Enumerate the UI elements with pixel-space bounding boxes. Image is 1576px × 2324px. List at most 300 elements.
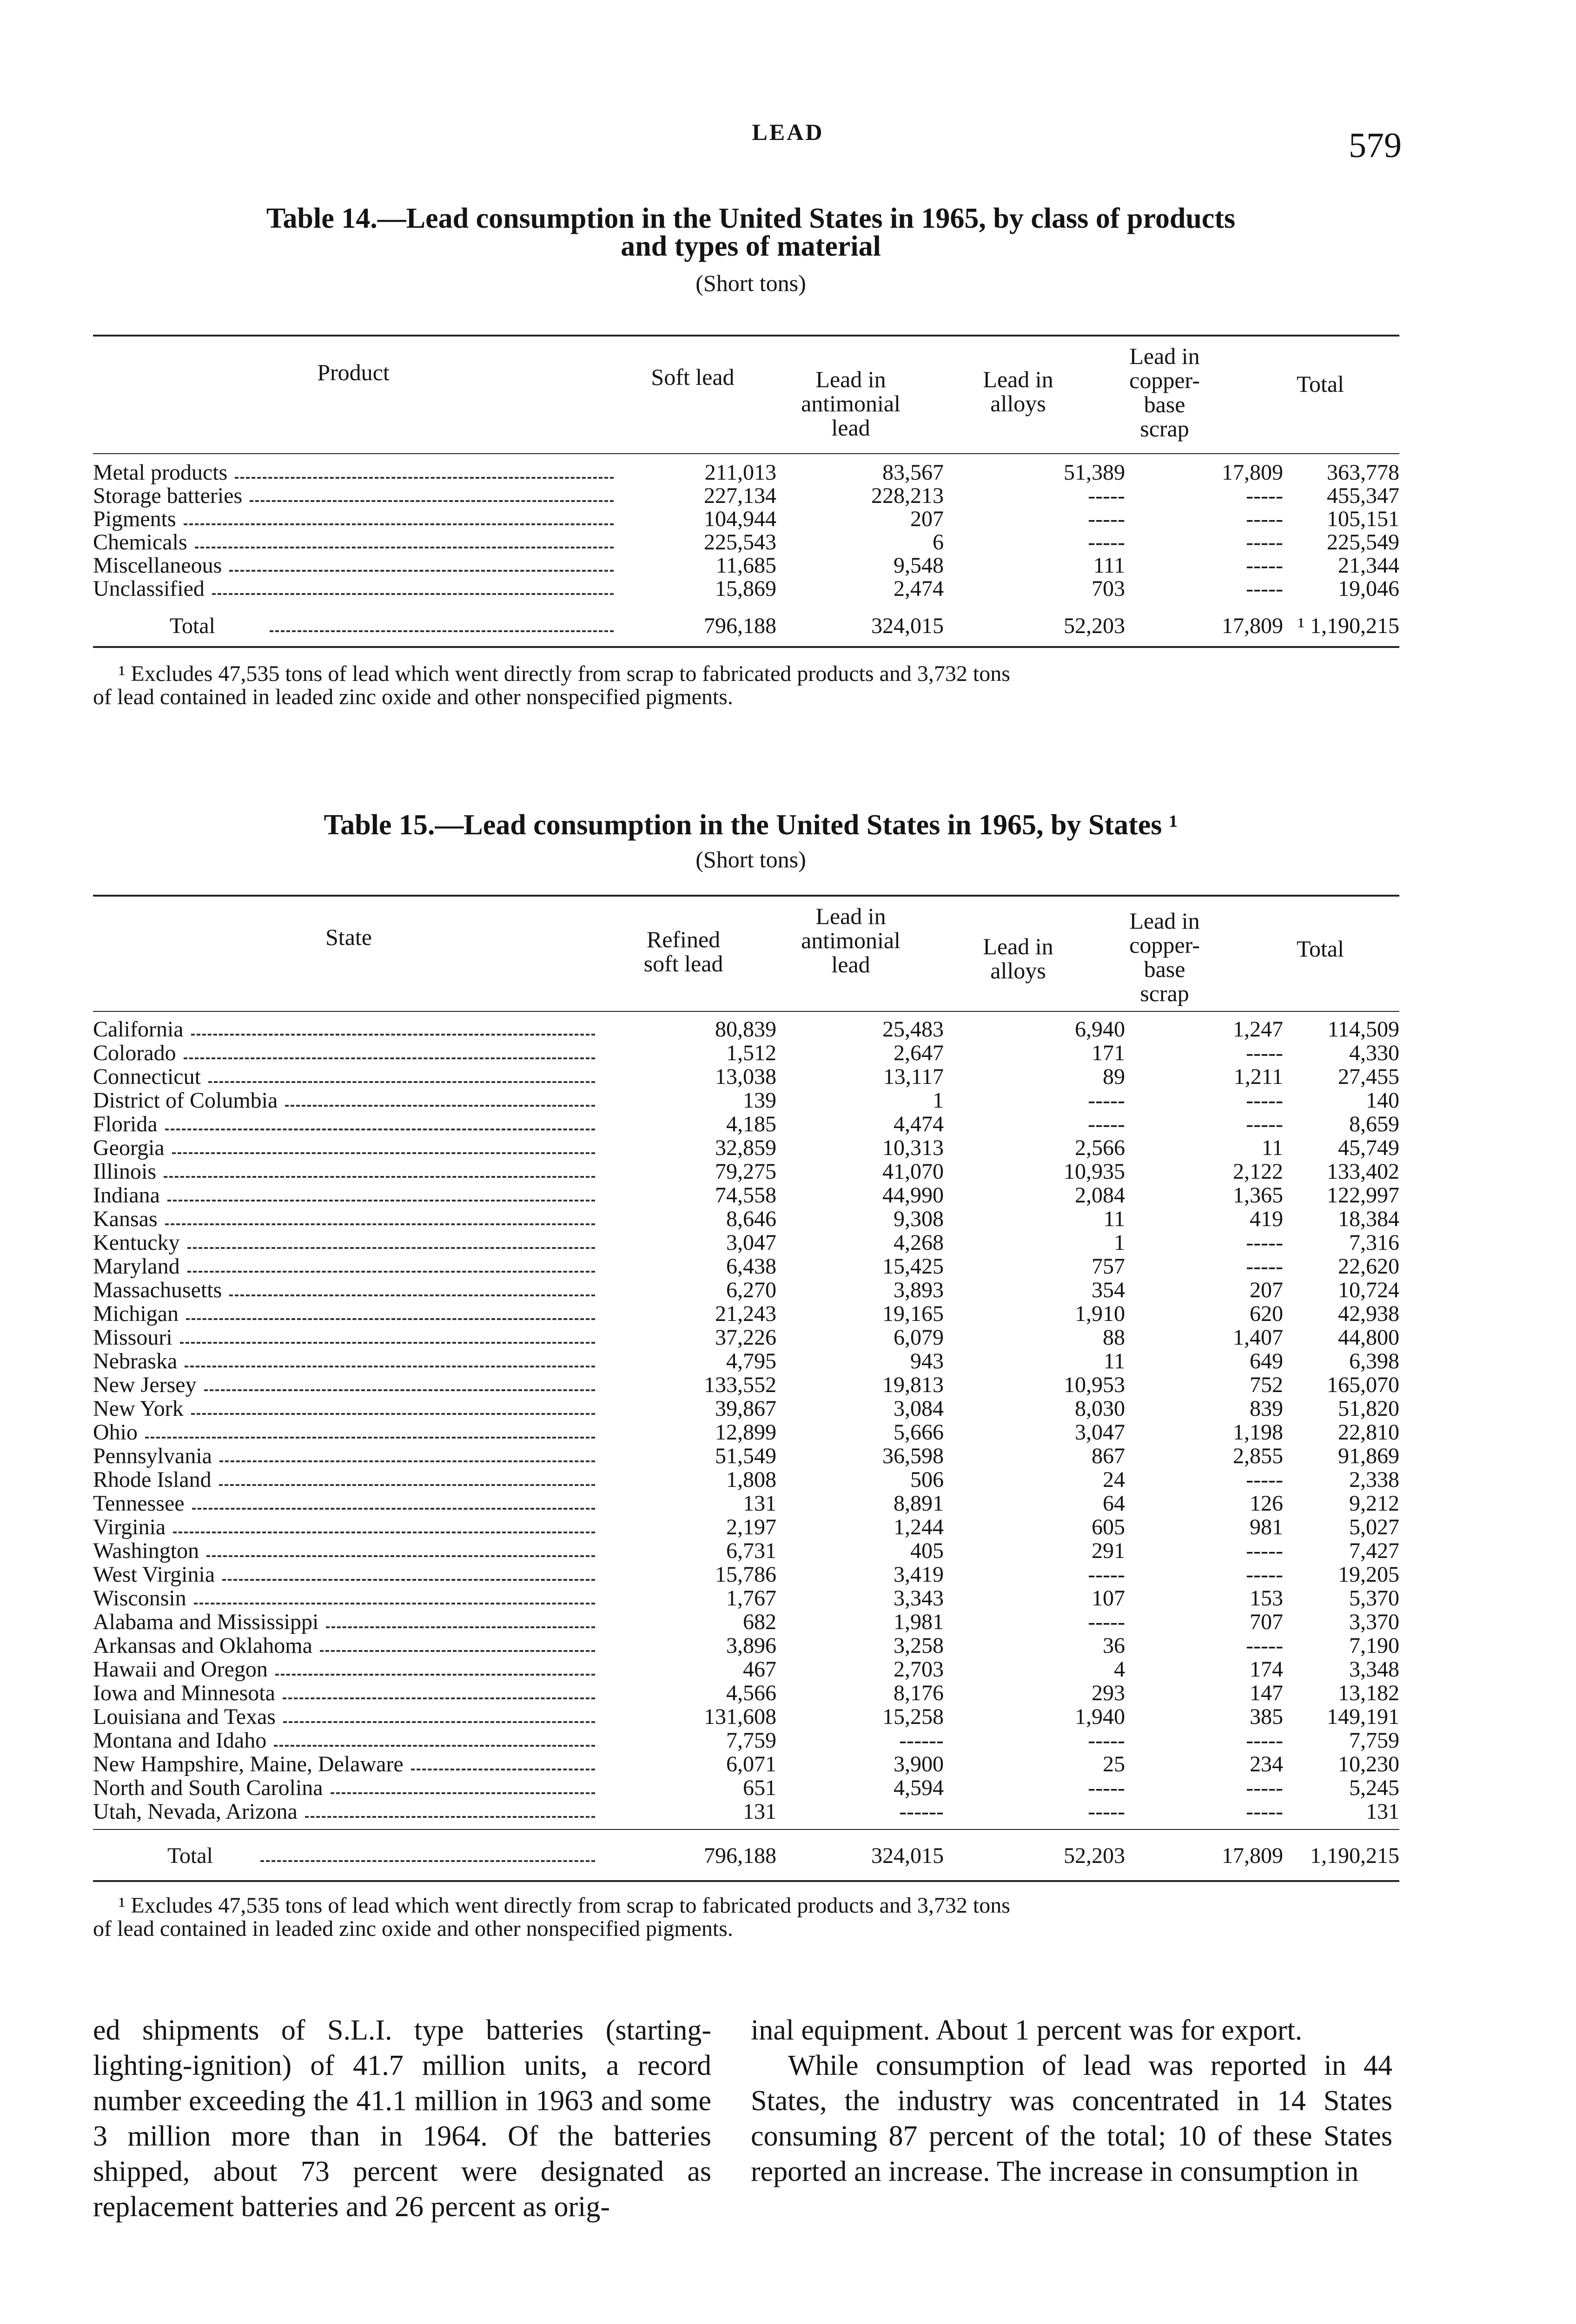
cell-refined: 15,786 (715, 1562, 776, 1587)
cell-copper: 981 (1250, 1515, 1283, 1539)
cell-alloys: 11 (1103, 1207, 1125, 1231)
table-15-bottom-rule (93, 1880, 1399, 1882)
cell-alloys: 1 (1114, 1230, 1125, 1255)
table-14-bottom-rule (93, 646, 1399, 648)
row-label: Ohio (93, 1420, 138, 1445)
cell-total: 51,820 (1338, 1396, 1399, 1421)
cell-copper: 385 (1250, 1704, 1283, 1729)
cell-alloys: 6,940 (1075, 1017, 1125, 1042)
cell-copper: 126 (1250, 1491, 1283, 1516)
dot-leader (331, 1792, 595, 1794)
table-row (93, 1373, 1399, 1397)
table-15-title: Table 15.—Lead consumption in the United States in 1965, by States ¹ (324, 809, 1178, 841)
table-14-footnote-line-2: of lead contained in leaded zinc oxide and other nonspecified pigments. (93, 685, 733, 709)
cell-total: 165,070 (1327, 1373, 1399, 1397)
cell-alloys: 2,084 (1075, 1183, 1125, 1208)
table-row (93, 484, 1399, 508)
cell-copper: 17,809 (1222, 460, 1283, 485)
row-label: Wisconsin (93, 1586, 186, 1611)
cell-refined: 467 (743, 1657, 776, 1682)
cell-refined: 131 (743, 1491, 776, 1516)
cell-total: 133,402 (1327, 1159, 1399, 1184)
cell-alloys: 757 (1092, 1254, 1125, 1279)
header-line: Lead in (1129, 343, 1200, 369)
cell-alloys: 64 (1103, 1491, 1125, 1516)
table-15-footnote-line-2: of lead contained in leaded zinc oxide and other nonspecified pigments. (93, 1916, 733, 1941)
dot-leader (184, 1057, 595, 1059)
cell-total: 10,724 (1338, 1278, 1399, 1302)
cell-copper: 11 (1261, 1136, 1283, 1160)
row-label: Storage batteries (93, 483, 243, 508)
cell-total: 44,800 (1338, 1325, 1399, 1350)
body-column-right (751, 2013, 1392, 2189)
row-label: Total (167, 1843, 213, 1868)
cell-antimonial: 15,258 (882, 1704, 944, 1729)
cell-antimonial: 324,015 (871, 1843, 944, 1868)
cell-copper: 2,122 (1233, 1159, 1283, 1184)
dot-leader (411, 1769, 595, 1770)
cell-antimonial: 4,474 (894, 1112, 944, 1136)
row-label: Colorado (93, 1041, 176, 1065)
cell-antimonial: 405 (910, 1538, 944, 1563)
row-label: Arkansas and Oklahoma (93, 1633, 312, 1658)
header-line: base (1144, 391, 1185, 417)
dot-leader (187, 1271, 595, 1273)
cell-copper: 207 (1250, 1278, 1283, 1302)
table-15-header-alloys (948, 934, 1088, 983)
table-row (93, 1160, 1399, 1183)
table-14-header-total: Total (1296, 371, 1344, 397)
dot-leader (192, 1508, 595, 1510)
row-label: Hawaii and Oregon (93, 1657, 268, 1682)
cell-total: 3,348 (1349, 1657, 1399, 1682)
dot-leader (185, 1366, 595, 1367)
cell-refined: 4,795 (726, 1349, 776, 1373)
cell-alloys: 52,203 (1064, 614, 1125, 638)
table-row (93, 1421, 1399, 1444)
cell-soft: 225,543 (704, 530, 776, 555)
dot-leader (229, 570, 614, 572)
cell-copper: 17,809 (1222, 1843, 1283, 1868)
cell-refined: 3,047 (726, 1230, 776, 1255)
table-15-total-rule (93, 1829, 1399, 1830)
cell-alloys: ----- (1088, 483, 1125, 508)
cell-copper: ----- (1246, 1041, 1283, 1065)
table-15-header-total: Total (1296, 936, 1344, 962)
cell-antimonial: 4,594 (894, 1776, 944, 1800)
dot-leader (235, 477, 614, 479)
cell-alloys: 89 (1103, 1064, 1125, 1089)
header-line: Lead in (815, 903, 886, 929)
cell-antimonial: 1 (933, 1088, 944, 1113)
row-label: Total (170, 614, 215, 638)
cell-soft: 104,944 (704, 507, 776, 531)
row-label: Georgia (93, 1136, 165, 1160)
dot-leader (229, 1294, 595, 1296)
cell-antimonial: 1,244 (894, 1515, 944, 1539)
table-14-header-copper (1088, 344, 1241, 441)
cell-copper: 620 (1250, 1301, 1283, 1326)
cell-total: 45,749 (1338, 1136, 1399, 1160)
cell-copper: ----- (1246, 1088, 1283, 1113)
cell-total: 5,245 (1349, 1776, 1399, 1800)
cell-refined: 7,759 (726, 1728, 776, 1753)
cell-copper: ----- (1246, 507, 1283, 531)
table-row (93, 1065, 1399, 1089)
cell-alloys: 4 (1114, 1657, 1125, 1682)
cell-antimonial: 6,079 (894, 1325, 944, 1350)
cell-copper: 234 (1250, 1752, 1283, 1776)
cell-copper: 1,247 (1233, 1017, 1283, 1042)
header-line: copper- (1129, 932, 1200, 958)
table-15-unit: (Short tons) (695, 846, 806, 872)
cell-antimonial: 324,015 (871, 614, 944, 638)
cell-alloys: 1,910 (1075, 1301, 1125, 1326)
cell-total: ¹ 1,190,215 (1298, 614, 1399, 638)
cell-copper: ----- (1246, 1776, 1283, 1800)
cell-total: 6,398 (1349, 1349, 1399, 1373)
table-14-header-product: Product (317, 359, 390, 385)
row-label: Kansas (93, 1207, 158, 1231)
cell-antimonial: 3,343 (894, 1586, 944, 1611)
row-label: Alabama and Mississippi (93, 1610, 319, 1634)
table-row (93, 1587, 1399, 1610)
cell-total: 13,182 (1338, 1681, 1399, 1705)
dot-leader (275, 1674, 595, 1676)
cell-alloys: ----- (1088, 1112, 1125, 1136)
cell-total: 149,191 (1327, 1704, 1399, 1729)
cell-refined: 32,859 (715, 1136, 776, 1160)
dot-leader (165, 1223, 595, 1225)
cell-total: 140 (1366, 1088, 1399, 1113)
cell-refined: 682 (743, 1610, 776, 1634)
row-label: Michigan (93, 1301, 179, 1326)
cell-antimonial: 36,598 (882, 1444, 944, 1468)
running-head: LEAD (752, 119, 824, 145)
header-line: soft lead (643, 951, 723, 977)
cell-antimonial: 8,891 (894, 1491, 944, 1516)
cell-antimonial: 9,548 (894, 553, 944, 578)
cell-alloys: 52,203 (1064, 1843, 1125, 1868)
table-row (93, 1042, 1399, 1065)
table-14-footnote-line-1: ¹ Excludes 47,535 tons of lead which went directly from scrap to fabricated products and 3,732 tons (119, 661, 1010, 686)
table-row (93, 1255, 1399, 1278)
cell-total: 122,997 (1327, 1183, 1399, 1208)
header-line: alloys (990, 957, 1046, 984)
row-label: Rhode Island (93, 1467, 212, 1492)
cell-total: 225,549 (1327, 530, 1399, 555)
header-line: scrap (1140, 980, 1189, 1006)
table-14-unit: (Short tons) (695, 270, 806, 296)
dot-leader (326, 1626, 595, 1628)
row-label: Florida (93, 1112, 158, 1136)
cell-refined: 6,071 (726, 1752, 776, 1776)
cell-antimonial: 2,703 (894, 1657, 944, 1682)
cell-total: 7,759 (1349, 1728, 1399, 1753)
cell-antimonial: 9,308 (894, 1207, 944, 1231)
cell-total: 27,455 (1338, 1064, 1399, 1089)
table-row (93, 1705, 1399, 1729)
dot-leader (270, 630, 614, 632)
cell-refined: 4,566 (726, 1681, 776, 1705)
cell-copper: 419 (1250, 1207, 1283, 1231)
cell-refined: 2,197 (726, 1515, 776, 1539)
dot-leader (260, 1860, 595, 1862)
cell-refined: 80,839 (715, 1017, 776, 1042)
header-line: lead (831, 951, 870, 977)
cell-antimonial: ------ (899, 1799, 944, 1824)
row-label: Miscellaneous (93, 553, 222, 578)
table-15-header-antimonial (758, 904, 944, 977)
dot-leader (206, 1555, 595, 1557)
cell-refined: 51,549 (715, 1444, 776, 1468)
table-14-title-line-1: Table 14.—Lead consumption in the United States in 1965, by class of products (266, 203, 1236, 234)
cell-alloys: 107 (1092, 1586, 1125, 1611)
cell-copper: ----- (1246, 483, 1283, 508)
cell-soft: 796,188 (704, 614, 776, 638)
cell-total: 10,230 (1338, 1752, 1399, 1776)
dot-leader (283, 1697, 595, 1699)
table-row (93, 1326, 1399, 1349)
cell-alloys: 51,389 (1064, 460, 1125, 485)
header-line: alloys (990, 390, 1046, 416)
cell-copper: 649 (1250, 1349, 1283, 1373)
header-line: Lead in (983, 933, 1053, 959)
dot-leader (186, 1318, 595, 1320)
cell-copper: ----- (1246, 1112, 1283, 1136)
cell-copper: 17,809 (1222, 614, 1283, 638)
cell-refined: 4,185 (726, 1112, 776, 1136)
table-15-footnote-line-1: ¹ Excludes 47,535 tons of lead which went directly from scrap to fabricated products and 3,732 tons (119, 1893, 1010, 1918)
row-label: Virginia (93, 1515, 166, 1539)
cell-refined: 1,808 (726, 1467, 776, 1492)
cell-antimonial: 10,313 (882, 1136, 944, 1160)
table-row (93, 1776, 1399, 1800)
dot-leader (320, 1650, 595, 1652)
row-label: North and South Carolina (93, 1776, 323, 1800)
table-row (93, 1634, 1399, 1657)
dot-leader (191, 1034, 595, 1036)
cell-antimonial: 15,425 (882, 1254, 944, 1279)
cell-alloys: 867 (1092, 1444, 1125, 1468)
cell-soft: 211,013 (704, 460, 776, 485)
row-label: Pennsylvania (93, 1444, 212, 1468)
cell-refined: 6,731 (726, 1538, 776, 1563)
cell-alloys: 25 (1103, 1752, 1125, 1776)
row-label: Pigments (93, 507, 176, 531)
cell-copper: ----- (1246, 1467, 1283, 1492)
cell-alloys: 354 (1092, 1278, 1125, 1302)
dot-leader (274, 1745, 595, 1747)
cell-total: 5,370 (1349, 1586, 1399, 1611)
cell-alloys: 11 (1103, 1349, 1125, 1373)
table-row (93, 1800, 1399, 1823)
cell-soft: 11,685 (715, 553, 776, 578)
cell-total: 4,330 (1349, 1041, 1399, 1065)
cell-refined: 139 (743, 1088, 776, 1113)
table-row (93, 1682, 1399, 1705)
dot-leader (173, 1532, 595, 1533)
table-row (93, 1729, 1399, 1752)
row-label: Maryland (93, 1254, 180, 1279)
cell-refined: 1,512 (726, 1041, 776, 1065)
header-line: Lead in (815, 366, 886, 392)
dot-leader (219, 1484, 595, 1486)
table-15-header-rule (93, 1011, 1399, 1012)
header-line: antimonial (801, 927, 901, 953)
cell-alloys: 293 (1092, 1681, 1125, 1705)
cell-total: 91,869 (1338, 1444, 1399, 1468)
row-label: Utah, Nevada, Arizona (93, 1799, 298, 1824)
dot-leader (145, 1437, 595, 1439)
cell-refined: 37,226 (715, 1325, 776, 1350)
cell-copper: ----- (1246, 1254, 1283, 1279)
row-label: Chemicals (93, 530, 187, 555)
cell-alloys: 1,940 (1075, 1704, 1125, 1729)
cell-refined: 796,188 (704, 1843, 776, 1868)
cell-copper: 707 (1250, 1610, 1283, 1634)
dot-leader (164, 1176, 595, 1178)
table-row (93, 1516, 1399, 1539)
cell-copper: 2,855 (1233, 1444, 1283, 1468)
cell-total: 3,370 (1349, 1610, 1399, 1634)
cell-refined: 1,767 (726, 1586, 776, 1611)
cell-total: 7,190 (1349, 1633, 1399, 1658)
table-row (93, 461, 1399, 484)
table-14-header-soft-lead: Soft lead (651, 364, 735, 390)
header-line: Lead in (983, 366, 1053, 392)
table-row (93, 1018, 1399, 1041)
header-line: scrap (1140, 416, 1189, 442)
cell-refined: 6,438 (726, 1254, 776, 1279)
row-label: Illinois (93, 1159, 157, 1184)
cell-antimonial: ------ (899, 1728, 944, 1753)
cell-copper: 839 (1250, 1396, 1283, 1421)
dot-leader (172, 1152, 595, 1154)
cell-copper: ----- (1246, 576, 1283, 601)
cell-antimonial: 8,176 (894, 1681, 944, 1705)
row-label: Washington (93, 1538, 199, 1563)
dot-leader (283, 1721, 595, 1723)
cell-refined: 6,270 (726, 1278, 776, 1302)
cell-alloys: 703 (1092, 576, 1125, 601)
header-line: base (1144, 956, 1185, 982)
cell-refined: 13,038 (715, 1064, 776, 1089)
table-row (93, 1279, 1399, 1302)
cell-refined: 74,558 (715, 1183, 776, 1208)
table-row (93, 531, 1399, 554)
cell-refined: 21,243 (715, 1301, 776, 1326)
body-paragraph-right-2: While consumption of lead was reported in 44 States, the industry was concentrated in 14 States consuming 87 percent of the total; 10 of these States reported an increase. The increase in consumption in (751, 2050, 1392, 2187)
row-label: West Virginia (93, 1562, 215, 1587)
table-row (93, 1302, 1399, 1326)
cell-alloys: 88 (1103, 1325, 1125, 1350)
cell-copper: 153 (1250, 1586, 1283, 1611)
cell-antimonial: 943 (910, 1349, 944, 1373)
table-14-header-antimonial (758, 367, 944, 440)
header-line: antimonial (801, 390, 901, 416)
cell-copper: ----- (1246, 1728, 1283, 1753)
dot-leader (167, 1200, 595, 1202)
table-row (93, 1658, 1399, 1681)
total-row (93, 1844, 1399, 1868)
cell-antimonial: 2,647 (894, 1041, 944, 1065)
cell-copper: ----- (1246, 1799, 1283, 1824)
table-row (93, 1350, 1399, 1373)
row-label: California (93, 1017, 184, 1042)
table-row (93, 1468, 1399, 1492)
dot-leader (208, 1081, 595, 1083)
row-label: Massachusetts (93, 1278, 222, 1302)
cell-soft: 15,869 (715, 576, 776, 601)
table-row (93, 1611, 1399, 1634)
cell-antimonial: 41,070 (882, 1159, 944, 1184)
cell-alloys: 36 (1103, 1633, 1125, 1658)
table-15-top-rule (93, 895, 1399, 897)
table-15-header-copper (1088, 909, 1241, 1005)
table-row (93, 1208, 1399, 1231)
table-row (93, 508, 1399, 531)
cell-alloys: 111 (1093, 553, 1125, 578)
cell-antimonial: 3,900 (894, 1752, 944, 1776)
cell-antimonial: 228,213 (871, 483, 944, 508)
cell-antimonial: 3,084 (894, 1396, 944, 1421)
cell-refined: 39,867 (715, 1396, 776, 1421)
cell-total: 363,778 (1327, 460, 1399, 485)
cell-antimonial: 3,258 (894, 1633, 944, 1658)
cell-alloys: 291 (1092, 1538, 1125, 1563)
total-row (93, 614, 1399, 638)
header-line: copper- (1129, 367, 1200, 393)
cell-refined: 12,899 (715, 1420, 776, 1445)
cell-total: 18,384 (1338, 1207, 1399, 1231)
row-label: New York (93, 1396, 184, 1421)
row-label: Metal products (93, 460, 228, 485)
cell-refined: 79,275 (715, 1159, 776, 1184)
dot-leader (219, 1460, 595, 1462)
table-row (93, 577, 1399, 601)
table-row (93, 1113, 1399, 1136)
cell-antimonial: 44,990 (882, 1183, 944, 1208)
cell-antimonial: 5,666 (894, 1420, 944, 1445)
table-14-header-alloys (948, 367, 1088, 416)
cell-copper: 147 (1250, 1681, 1283, 1705)
cell-antimonial: 25,483 (882, 1017, 944, 1042)
dot-leader (204, 1389, 595, 1391)
cell-refined: 651 (743, 1776, 776, 1800)
cell-antimonial: 4,268 (894, 1230, 944, 1255)
cell-alloys: 10,953 (1064, 1373, 1125, 1397)
table-row (93, 554, 1399, 577)
dot-leader (165, 1129, 595, 1130)
cell-total: 19,046 (1338, 576, 1399, 601)
cell-alloys: 2,566 (1075, 1136, 1125, 1160)
row-label: District of Columbia (93, 1088, 278, 1113)
row-label: Iowa and Minnesota (93, 1681, 275, 1705)
dot-leader (195, 547, 614, 548)
cell-copper: 752 (1250, 1373, 1283, 1397)
table-row (93, 1089, 1399, 1112)
body-paragraph-right-1: inal equipment. About 1 percent was for export. (751, 2014, 1303, 2046)
cell-copper: 174 (1250, 1657, 1283, 1682)
row-label: Missouri (93, 1325, 172, 1350)
header-line: lead (831, 415, 870, 441)
table-row (93, 1563, 1399, 1586)
table-15-header-refined (609, 927, 758, 976)
dot-leader (187, 1247, 595, 1249)
table-15-header-state: State (325, 924, 372, 950)
cell-total: 7,427 (1349, 1538, 1399, 1563)
